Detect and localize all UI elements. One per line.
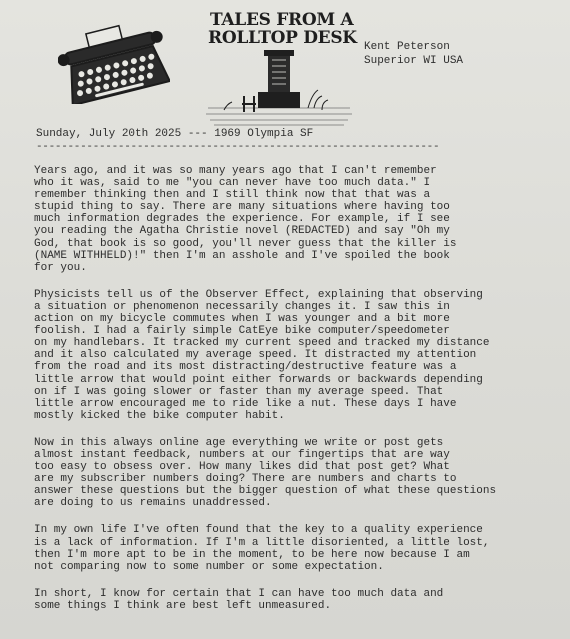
text-line: almost instant feedback, numbers at our fingertips that are way [34,448,450,461]
paragraph [34,165,564,274]
paragraph [34,289,564,422]
paragraph [34,588,564,612]
paragraph [34,524,564,572]
text-line: who it was, said to me "you can never have too much data." I [34,177,431,190]
text-line: on my handlebars. It tracked my current speed and tracked my distance [34,337,490,350]
text-line: are my subscriber numbers doing? There are numbers and charts to [34,473,457,486]
text-line: you reading the Agatha Christie novel (REDACTED) and say "Oh my [34,225,450,238]
text-line: Physicists tell us of the Observer Effect, explaining that observing [34,288,483,301]
text-line: action on my bicycle commutes when I was younger and a bit more [34,313,450,326]
text-line: foolish. I had a fairly simple CatEye bike computer/speedometer [34,325,450,338]
text-line: for you. [34,261,87,274]
text-line: are doing to us remains unaddressed. [34,497,272,510]
author-name: Kent Peterson [364,41,450,53]
letter-body [34,165,564,627]
dateline: Sunday, July 20th 2025 --- 1969 Olympia SF [36,128,314,140]
author-location: Superior WI USA [364,55,464,67]
text-line: too easy to obsess over. How many likes did that post get? What [34,461,450,474]
text-line: not comparing now to some number or some expectation. [34,560,384,573]
text-line: little arrow that would point either forwards or backwards depending [34,373,483,386]
text-line: and it also calculated my average speed. It distracted my attention [34,349,477,362]
text-line: Now in this always online age everything we write or post gets [34,436,444,449]
typewriter-illustration [58,24,170,104]
text-line: then I'm more apt to be in the moment, to be here now because I am [34,548,470,561]
text-line: In my own life I've often found that the key to a quality experience [34,524,483,537]
paragraph [34,437,564,510]
masthead-title-line2: ROLLTOP DESK [208,28,357,48]
text-line: a situation or phenomenon necessarily changes it. I saw this in [34,300,450,313]
text-line: Years ago, and it was so many years ago that I can't remember [34,165,437,177]
text-line: stupid thing to say. There are many situations where having too [34,201,450,214]
masthead-logo [204,10,357,128]
text-line: much information degrades the experience. For example, if I see [34,213,450,226]
text-line: In short, I know for certain that I can have too much data and [34,587,444,600]
text-line: is a lack of information. If I'm a little disoriented, a little lost, [34,536,490,549]
text-line: some things I think are best left unmeasured. [34,599,332,612]
author-block [364,40,463,68]
text-line: remember thinking then and I still think now that that was a [34,189,431,202]
text-line: mostly kicked the bike computer habit. [34,409,285,422]
text-line: answer these questions but the bigger question of what these questions [34,485,497,498]
text-line: (NAME WITHHELD)!" then I'm an asshole and I've spoiled the book [34,249,450,262]
masthead-title-line1: TALES FROM A [210,10,354,30]
divider-rule: ---------------------------------------------------------------- [36,141,440,153]
rolltop-desk-illustration [204,48,354,128]
text-line: on if I was going slower or faster than my average speed. That [34,385,444,398]
text-line: God, that book is so good, you'll never guess that the killer is [34,237,457,250]
text-line: from the road and its most distracting/destructive feature was a [34,361,457,374]
text-line: little arrow encouraged me to ride like a nut. These days I have [34,397,457,410]
